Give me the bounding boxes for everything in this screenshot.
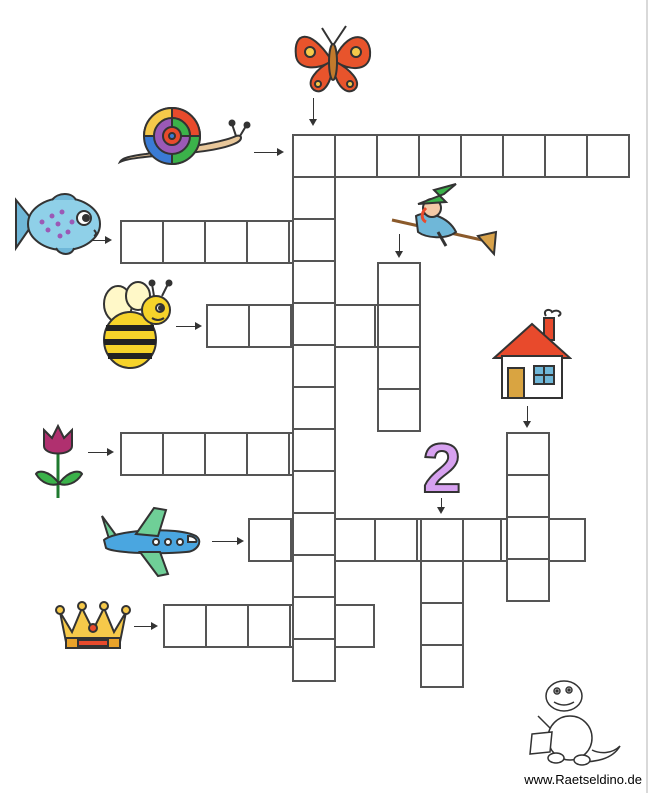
crossword-cell[interactable] [292,344,336,388]
crossword-cell[interactable] [418,134,462,178]
crossword-cell[interactable] [331,604,375,648]
clue-arrow [176,326,200,327]
numeral-two: 2 [422,432,462,500]
crossword-cell[interactable] [506,474,550,518]
crossword-cell[interactable] [332,304,376,348]
crossword-cell[interactable] [458,518,502,562]
crossword-cell[interactable] [246,432,290,476]
crossword-cell[interactable] [460,134,504,178]
crossword-cell[interactable] [420,644,464,688]
crossword-cell[interactable] [292,134,336,178]
crown-icon [54,598,132,654]
crossword-cell[interactable] [420,518,464,562]
clue-arrow [441,498,442,512]
number-two-icon [414,432,470,500]
crossword-cell[interactable] [506,516,550,560]
clue-arrow [313,98,314,124]
crossword-cell[interactable] [292,218,336,262]
crossword-cell[interactable] [292,512,336,556]
crossword-cell[interactable] [120,220,164,264]
crossword-cell[interactable] [247,604,291,648]
crossword-cell[interactable] [162,432,206,476]
crossword-cell[interactable] [162,220,206,264]
crossword-cell[interactable] [204,220,248,264]
bee-icon [98,278,178,373]
crossword-cell[interactable] [377,346,421,390]
crossword-cell[interactable] [206,304,250,348]
butterfly-icon [288,18,378,98]
fish-icon [12,190,107,260]
crossword-cell[interactable] [544,134,588,178]
crossword-cell[interactable] [377,304,421,348]
clue-arrow [254,152,282,153]
airplane-icon [96,502,208,580]
clue-arrow [212,541,242,542]
crossword-cell[interactable] [506,432,550,476]
crossword-cell[interactable] [246,220,290,264]
crossword-cell[interactable] [420,602,464,646]
crossword-cell[interactable] [332,518,376,562]
crossword-cell[interactable] [205,604,249,648]
crossword-cell[interactable] [292,302,336,346]
crossword-cell[interactable] [334,134,378,178]
crossword-cell[interactable] [292,176,336,220]
crossword-cell[interactable] [292,596,336,640]
snail-icon [116,104,251,174]
house-icon [492,308,572,403]
clue-arrow [134,626,156,627]
website-watermark: www.Raetseldino.de [524,772,642,787]
crossword-cell[interactable] [292,260,336,304]
crossword-cell[interactable] [292,638,336,682]
crossword-cell[interactable] [292,554,336,598]
crossword-cell[interactable] [163,604,207,648]
crossword-cell[interactable] [502,134,546,178]
crossword-cell[interactable] [506,558,550,602]
dino-mascot-icon [524,676,622,768]
crossword-cell[interactable] [586,134,630,178]
crossword-cell[interactable] [292,386,336,430]
clue-arrow [88,452,112,453]
crossword-cell[interactable] [374,518,418,562]
crossword-cell[interactable] [248,518,292,562]
crossword-cell[interactable] [377,262,421,306]
crossword-cell[interactable] [204,432,248,476]
crossword-cell[interactable] [248,304,292,348]
crossword-cell[interactable] [376,134,420,178]
crossword-cell[interactable] [292,428,336,472]
crossword-cell[interactable] [120,432,164,476]
crossword-cell[interactable] [420,560,464,604]
crossword-cell[interactable] [292,470,336,514]
tulip-icon [34,420,84,500]
crossword-cell[interactable] [377,388,421,432]
clue-arrow [527,406,528,426]
witch-icon [386,180,498,262]
